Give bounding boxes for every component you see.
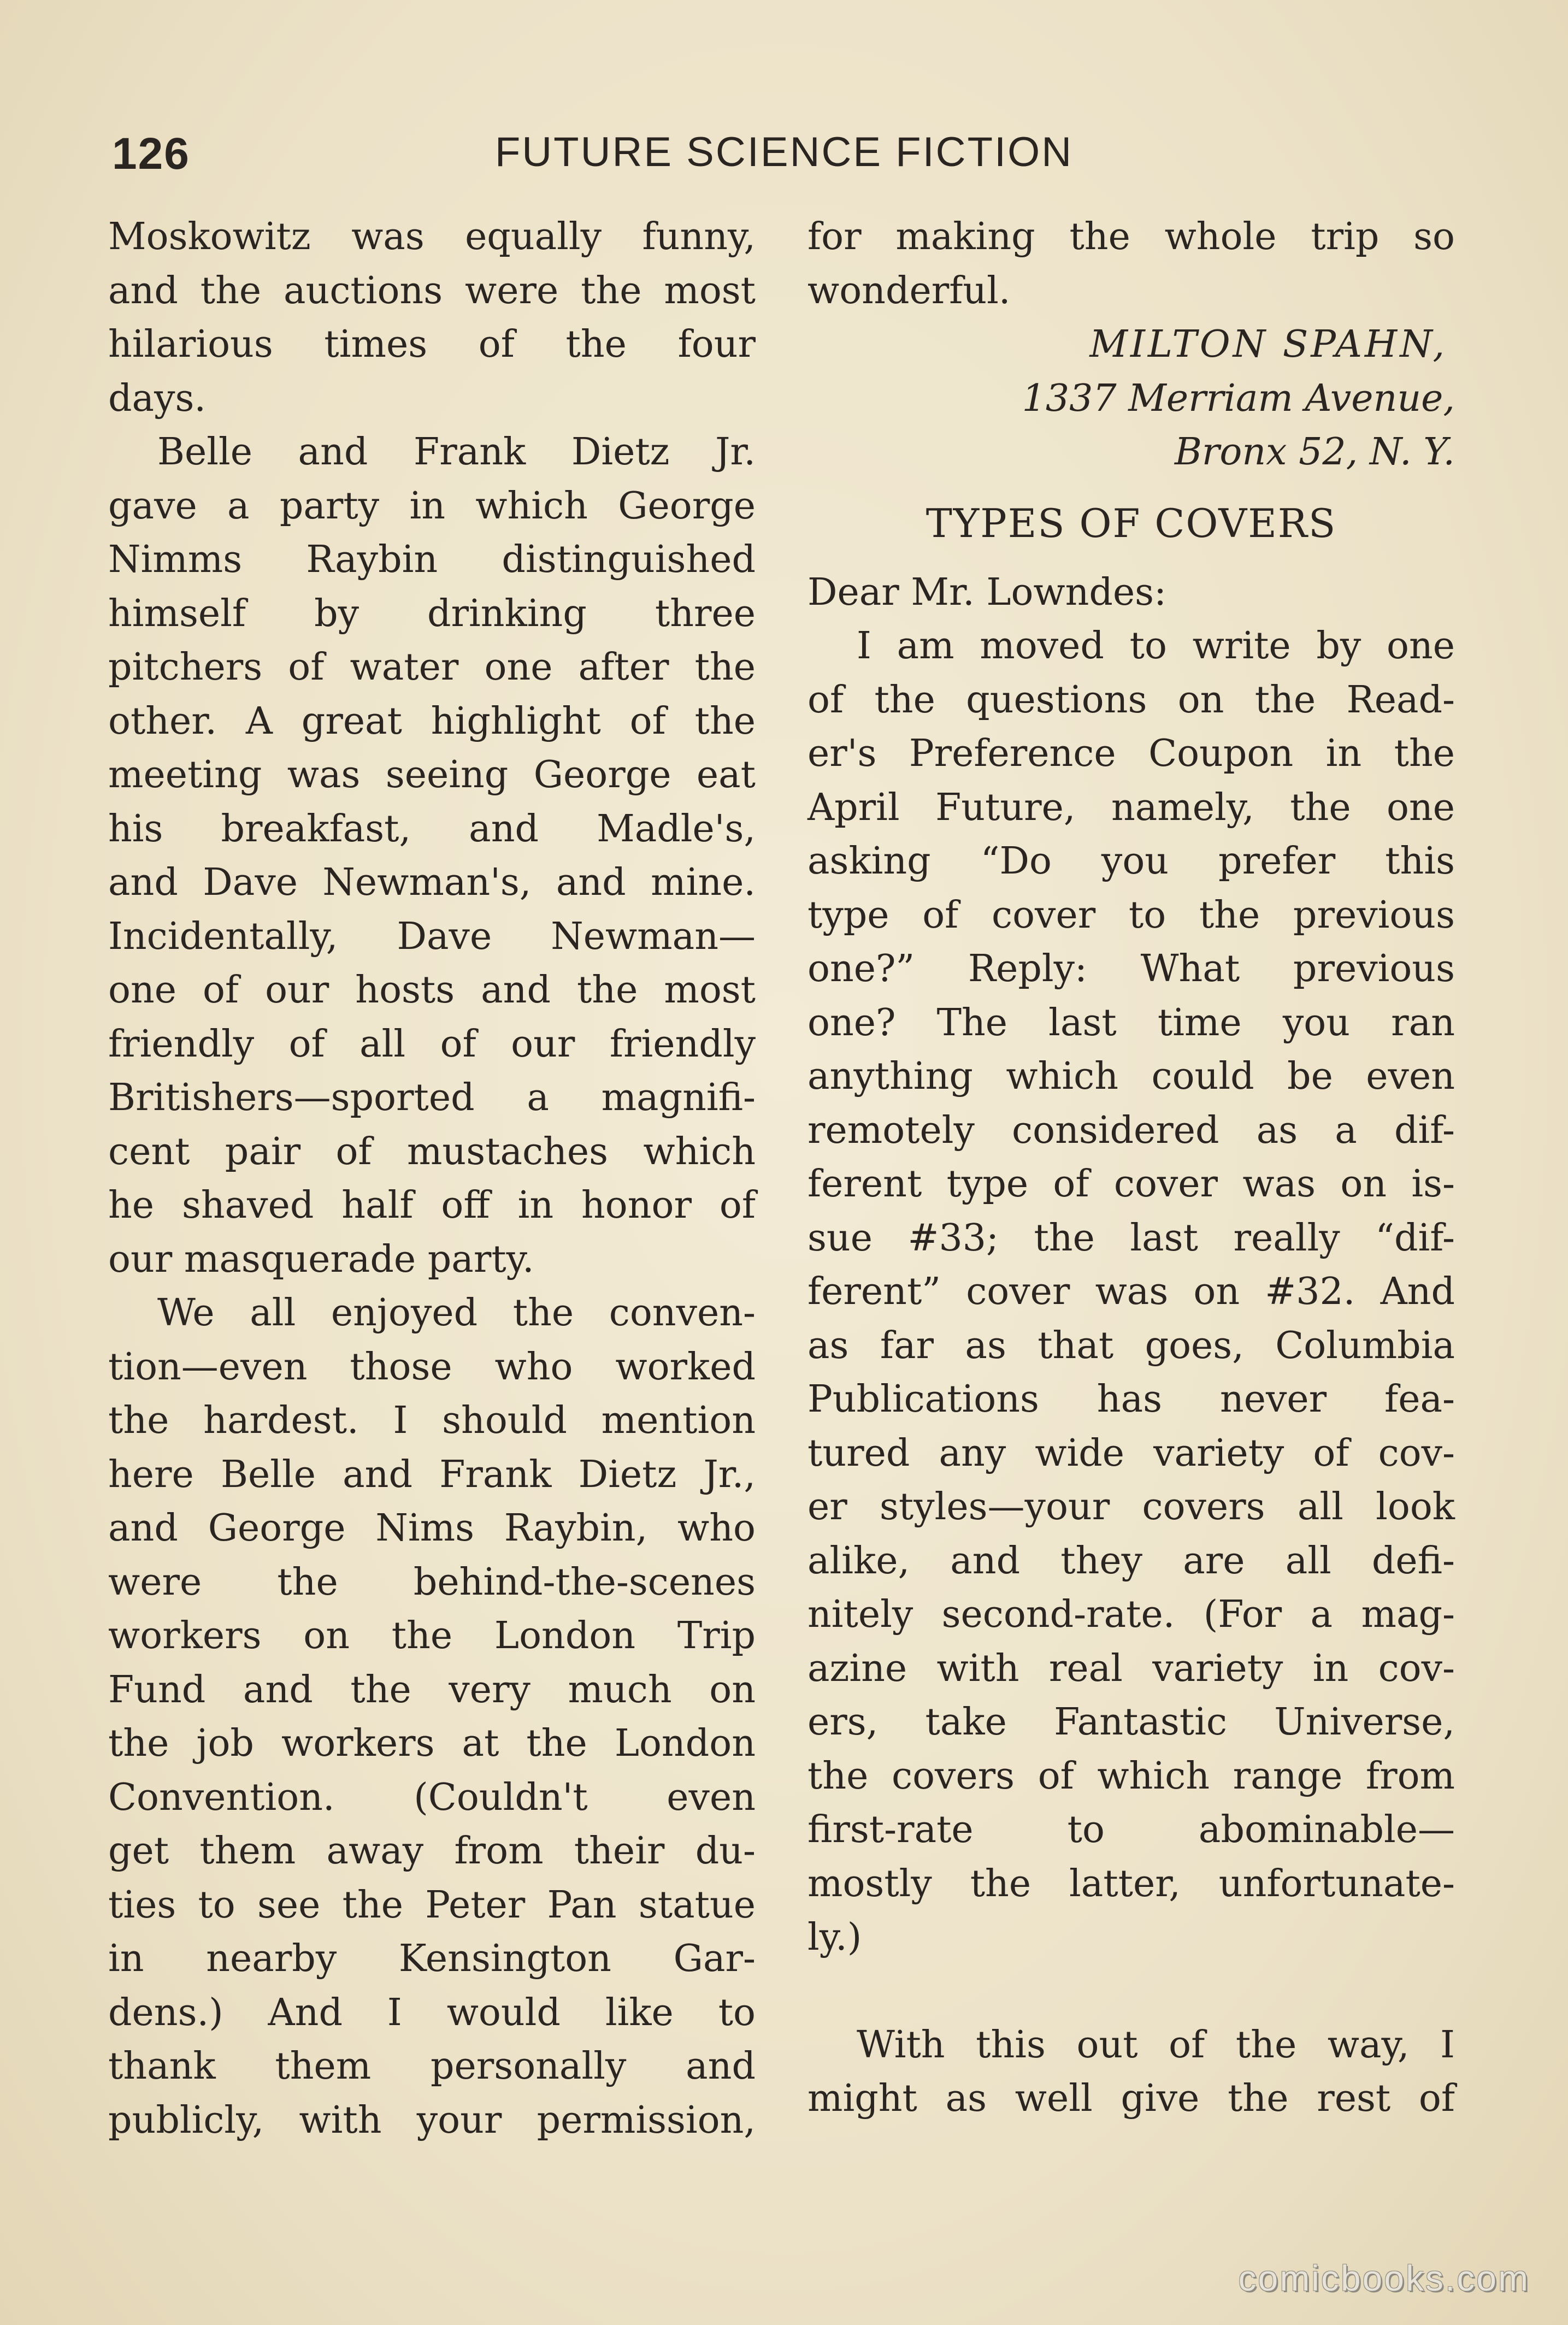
text-line: Incidentally, Dave Newman— xyxy=(108,914,756,958)
text-line: ferent” cover was on #32. And xyxy=(807,1270,1455,1313)
text-line: and Dave Newman's, and mine. xyxy=(108,861,756,904)
text-line: tion—even those who worked xyxy=(108,1345,756,1389)
text-line: workers on the London Trip xyxy=(108,1614,756,1657)
signature-name: MILTON SPAHN, xyxy=(1089,323,1447,366)
text-line: for making the whole trip so xyxy=(807,215,1455,258)
left-column xyxy=(108,210,756,2147)
text-line: first-rate to abominable— xyxy=(807,1808,1455,1851)
text-line: here Belle and Frank Dietz Jr., xyxy=(108,1453,756,1496)
text-line: nitely second-rate. (For a mag- xyxy=(807,1593,1455,1636)
text-line: With this out of the way, I xyxy=(857,2023,1455,2067)
text-line: one?” Reply: What previous xyxy=(807,947,1455,990)
watermark-logo: comicbooks.com xyxy=(1238,2258,1530,2298)
text-line: he shaved half off in honor of xyxy=(108,1184,756,1227)
text-line: the covers of which range from xyxy=(807,1754,1455,1798)
text-line: ties to see the Peter Pan statue xyxy=(108,1883,756,1927)
text-line: er's Preference Coupon in the xyxy=(807,732,1455,775)
text-line: tured any wide variety of cov- xyxy=(807,1431,1455,1475)
page-header xyxy=(112,128,1456,188)
text-line: as far as that goes, Columbia xyxy=(807,1324,1455,1367)
text-line: of the questions on the Read- xyxy=(807,678,1455,722)
text-line: Moskowitz was equally funny, xyxy=(108,215,756,258)
text-line: Nimms Raybin distinguished xyxy=(108,538,756,581)
text-line: Britishers—sported a magnifi- xyxy=(108,1076,756,1119)
text-line: I am moved to write by one xyxy=(857,624,1455,668)
section-heading: TYPES OF COVERS xyxy=(926,500,1337,546)
text-line: wonderful. xyxy=(807,269,1011,312)
text-line: thank them personally and xyxy=(108,2045,756,2088)
page-number: 126 xyxy=(112,129,190,179)
text-line: azine with real variety in cov- xyxy=(807,1647,1455,1690)
text-line: er styles—your covers all look xyxy=(807,1485,1455,1529)
text-line: remotely considered as a dif- xyxy=(807,1108,1455,1152)
text-line: April Future, namely, the one xyxy=(807,786,1455,829)
text-line: sue #33; the last really “dif- xyxy=(807,1216,1455,1260)
text-line: ly.) xyxy=(807,1916,862,1959)
text-line: Fund and the very much on xyxy=(108,1668,756,1712)
text-line: cent pair of mustaches which xyxy=(108,1130,756,1173)
text-line: get them away from their du- xyxy=(108,1830,756,1873)
text-line: in nearby Kensington Gar- xyxy=(108,1937,756,1980)
text-line: ers, take Fantastic Universe, xyxy=(807,1701,1455,1744)
text-line: hilarious times of the four xyxy=(108,323,756,366)
text-line: alike, and they are all defi- xyxy=(807,1539,1455,1583)
text-line: one of our hosts and the most xyxy=(108,969,756,1012)
text-line: dens.) And I would like to xyxy=(108,1991,756,2034)
signature-city: Bronx 52, N. Y. xyxy=(1174,430,1455,474)
text-line: and the auctions were the most xyxy=(108,269,756,312)
text-line: ferent type of cover was on is- xyxy=(807,1162,1455,1206)
text-line: himself by drinking three xyxy=(108,592,756,635)
text-line: our masquerade party. xyxy=(108,1237,534,1281)
text-line: might as well give the rest of xyxy=(807,2077,1455,2120)
text-line: and George Nims Raybin, who xyxy=(108,1507,756,1550)
text-line: pitchers of water one after the xyxy=(108,646,756,689)
text-line: one? The last time you ran xyxy=(807,1001,1455,1045)
text-line: We all enjoyed the conven- xyxy=(157,1291,756,1335)
text-line: publicly, with your permission, xyxy=(108,2098,756,2142)
text-line: mostly the latter, unfortunate- xyxy=(807,1862,1455,1905)
text-line: the hardest. I should mention xyxy=(108,1399,756,1442)
text-line: days. xyxy=(108,376,206,420)
text-line: friendly of all of our friendly xyxy=(108,1022,756,1066)
paragraph-gap xyxy=(807,1965,1455,2019)
right-column xyxy=(807,210,1455,2126)
text-line: anything which could be even xyxy=(807,1055,1455,1098)
text-line: Convention. (Couldn't even xyxy=(108,1775,756,1819)
text-line: Belle and Frank Dietz Jr. xyxy=(157,430,756,474)
text-line: Publications has never fea- xyxy=(807,1378,1455,1421)
text-line: type of cover to the previous xyxy=(807,893,1455,937)
text-line: meeting was seeing George eat xyxy=(108,753,756,796)
salutation: Dear Mr. Lowndes: xyxy=(807,570,1166,614)
text-line: the job workers at the London xyxy=(108,1722,756,1765)
running-title: FUTURE SCIENCE FICTION xyxy=(494,129,1074,175)
text-line: gave a party in which George xyxy=(108,484,756,528)
text-line: his breakfast, and Madle's, xyxy=(108,807,756,851)
text-line: asking “Do you prefer this xyxy=(807,840,1455,883)
text-line: were the behind-the-scenes xyxy=(108,1560,756,1604)
signature-address: 1337 Merriam Avenue, xyxy=(1022,376,1455,420)
text-line: other. A great highlight of the xyxy=(108,699,756,743)
